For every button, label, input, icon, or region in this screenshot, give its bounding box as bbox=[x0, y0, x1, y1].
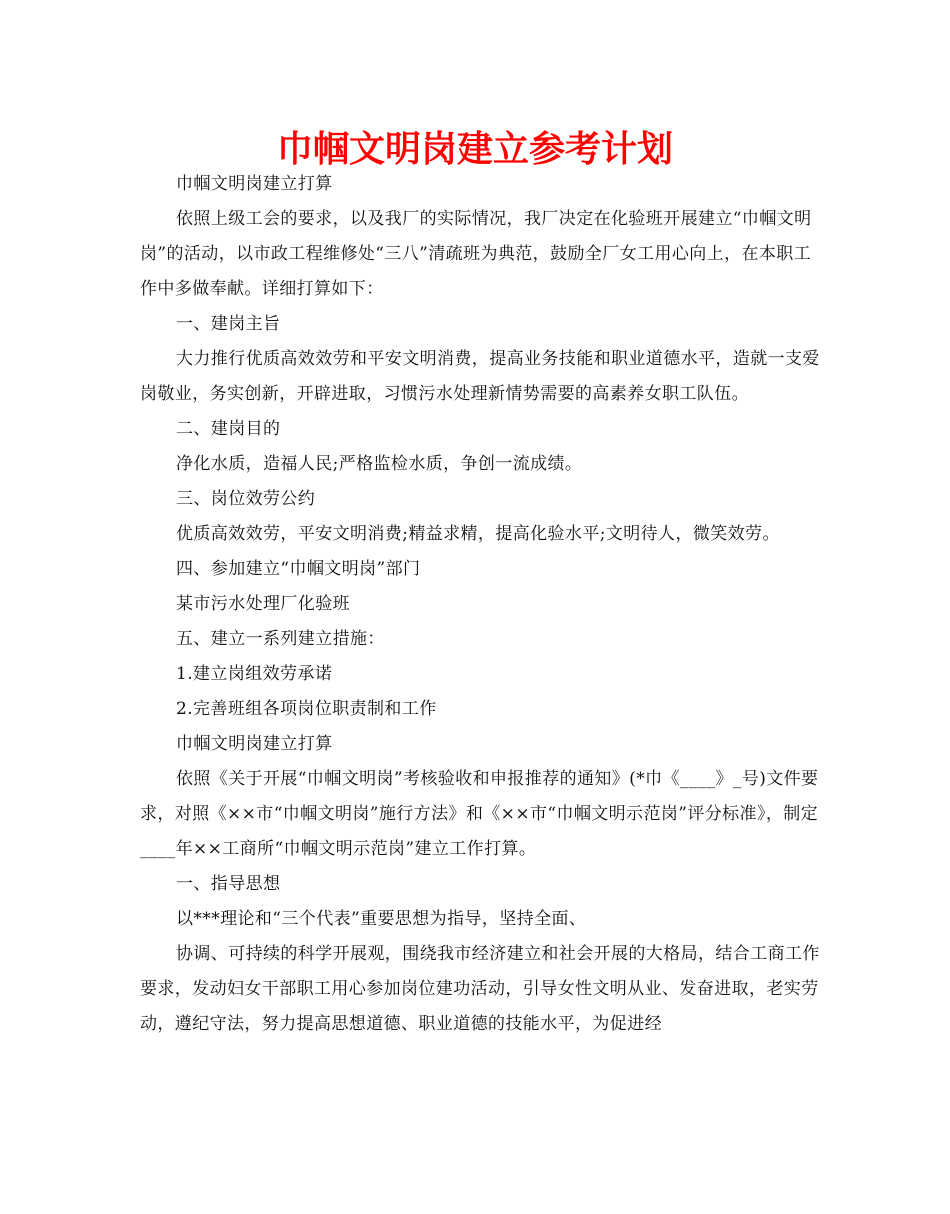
paragraph: 五、建立一系列建立措施： bbox=[176, 629, 385, 649]
paragraph: 净化水质，造福人民;严格监检水质，争创一流成绩。 bbox=[176, 454, 583, 474]
paragraph: 依照《关于开展“巾帼文明岗”考核验收和申报推荐的通知》(*巾《____》_号)文件要求，对照《××市“巾帼文明岗”施行方法》和《××市“巾帼文明示范岗”评分标准》，制定____年××工商所“巾帼文明示范岗”建立工作打算。 bbox=[140, 769, 819, 859]
paragraph: 大力推行优质高效效劳和平安文明消费，提高业务技能和职业道德水平，造就一支爱岗敬业，务实创新，开辟进取，习惯污水处理新情势需要的高素养女职工队伍。 bbox=[140, 349, 820, 404]
paragraph: 一、建岗主旨 bbox=[176, 314, 281, 334]
paragraph: 某市污水处理厂化验班 bbox=[176, 594, 350, 614]
paragraph: 1.建立岗组效劳承诺 bbox=[176, 664, 333, 684]
paragraph: 协调、可持续的科学开展观，围绕我市经济建立和社会开展的大格局，结合工商工作要求，发动妇女干部职工用心参加岗位建功活动，引导女性文明从业、发奋进取，老实劳动，遵纪守法，努力提高思想道德、职业道德的技能水平，为促进经 bbox=[140, 944, 820, 1034]
paragraph: 以***理论和“三个代表”重要思想为指导，坚持全面、 bbox=[176, 909, 587, 929]
paragraph: 一、指导思想 bbox=[176, 874, 281, 894]
paragraph: 2.完善班组各项岗位职责制和工作 bbox=[176, 699, 437, 719]
paragraph: 巾帼文明岗建立打算 bbox=[176, 734, 333, 754]
paragraph: 三、岗位效劳公约 bbox=[176, 489, 316, 509]
paragraph: 巾帼文明岗建立打算 bbox=[176, 174, 333, 194]
paragraph: 依照上级工会的要求，以及我厂的实际情况，我厂决定在化验班开展建立“巾帼文明岗”的活动，以市政工程维修处“三八”清疏班为典范，鼓励全厂女工用心向上，在本职工作中多做奉献。详细打算如下： bbox=[140, 209, 812, 299]
paragraph: 优质高效效劳，平安文明消费;精益求精，提高化验水平;文明待人，微笑效劳。 bbox=[176, 524, 780, 544]
document-body bbox=[140, 167, 824, 1042]
paragraph: 四、参加建立“巾帼文明岗”部门 bbox=[176, 559, 421, 579]
paragraph: 二、建岗目的 bbox=[176, 419, 281, 439]
document-title: 巾帼文明岗建立参考计划 bbox=[276, 129, 673, 170]
